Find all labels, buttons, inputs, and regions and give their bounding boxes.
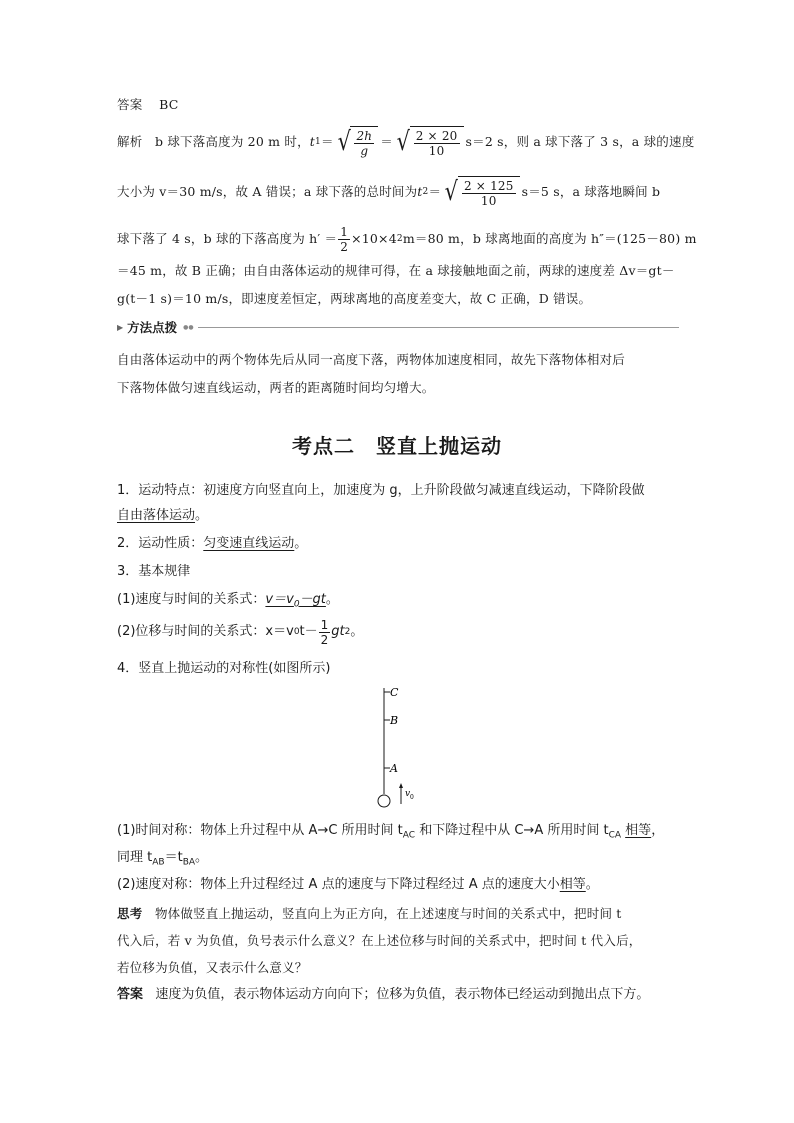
analysis-line-4: ＝45 m，故 B 正确；由自由落体运动的规律可得，在 a 球接触地面之前，两球的速度差 Δv＝gt－ [117,263,675,278]
item-1-cont: 自由落体运动。 [117,508,209,523]
item-2: 2．运动性质：匀变速直线运动。 [117,536,308,551]
analysis-text: m＝80 m，b 球离地面的高度为 h″＝(125－80) m [402,231,697,246]
fraction: $\frac{2 \times 20}{10}$ [415,128,458,158]
equals-sign: ＝ [320,134,334,149]
analysis-label: 解析 [117,134,143,149]
divider [198,327,679,328]
label-c: C [390,686,399,699]
analysis-text: ×10×4 [351,231,397,246]
label-a: A [390,762,398,775]
triangle-icon: ▶ [117,322,124,332]
analysis-text: b 球下落高度为 20 m 时， [154,134,310,149]
think-line-1: 思考 物体做竖直上抛运动，竖直向上为正方向，在上述速度与时间的关系式中，把时间 t [117,906,622,921]
symmetry-1-cont: 同理 $t_{AB}=t_{BA}$。 [117,850,209,868]
item-3-1: (1)速度与时间的关系式：$v=v_0-gt$。 [117,592,339,610]
analysis-text: s＝5 s，a 球落地瞬间 b [521,184,661,199]
sqrt-expression [443,176,519,208]
dots-icon: ●● [183,323,194,331]
arrow-head-icon [399,783,403,788]
label-v-sub: 0 [410,794,414,801]
vertical-throw-diagram [360,682,430,812]
analysis-line-2: 大小为 v＝30 m/s，故 A 错误；a 球下落的总时间为 t 2 ＝ √ $\frac{2 \times 125}{10}$ s＝5 s，a 球落地瞬间 b [117,177,661,208]
radical-sign: √ [444,177,459,207]
analysis-line-5: g(t－1 s)＝10 m/s，即速度差恒定，两球离地的高度差变大，故 C 正确，D 错误。 [117,291,592,306]
symbol-t: t [417,184,423,199]
underlined-answer: $v=v_0-gt$ [265,592,326,610]
radical-sign: √ [337,127,351,157]
think-label: 思考 [117,906,143,921]
method-tip-header [117,319,679,335]
analysis-text: 大小为 v＝30 m/s，故 A 错误；a 球下落的总时间为 [117,184,418,199]
symmetry-1: (1)时间对称：物体上升过程中从 A→C 所用时间 $t_{AC}$ 和下降过程中从 C→A 所用时间 $t_{CA}$ 相等， [117,823,665,841]
method-tip-title: 方法点拨 [127,320,178,335]
symmetry-2: (2)速度对称：物体上升过程经过 A 点的速度与下降过程经过 A 点的速度大小相等。 [117,877,599,892]
ball-icon [378,795,390,807]
answer-value: 速度为负值，表示物体运动方向向下；位移为负值，表示物体已经运动到抛出点下方。 [155,987,650,1002]
underlined-answer: 自由落体运动 [117,508,196,523]
label-b: B [390,714,399,727]
analysis-line-3: 球下落了 4 s，b 球的下落高度为 h′ ＝ $\frac{1}{2}$ ×10×4 2 m＝80 m，b 球离地面的高度为 h″＝(125－80) m [117,224,697,254]
fraction: $\frac{2h}{g}$ [356,128,373,158]
underlined-answer: 匀变速直线运动 [203,536,295,551]
item-3: 3．基本规律 [117,564,191,579]
underlined-answer: 相等 [625,823,652,838]
equals-sign: ＝ [380,134,393,149]
sqrt-expression [336,126,379,158]
sqrt-expression [395,126,464,158]
answer-label: 答案 [117,97,143,112]
item-1: 1．运动特点：初速度方向竖直向上，加速度为 g，上升阶段做匀减速直线运动，下降阶段做 [117,483,645,498]
section-title: 考点二 竖直上抛运动 [292,434,502,458]
fraction: $\frac{1}{2}$ [320,617,329,647]
answer-label: 答案 [117,987,144,1002]
analysis-line-1: 解析 b 球下落高度为 20 m 时， t 1 ＝ √ $\frac{2h}{g}$ ＝ √ $\frac{2 \times 20}{10}$ s＝2 s，则 a 球下落了 3 s，a 球的速度 [117,127,695,158]
analysis-text: 球下落了 4 s，b 球的下落高度为 h′ ＝ [117,231,338,246]
symbol-t: t [309,134,316,149]
label-v: v [405,789,411,799]
analysis-text: s＝2 s，则 a 球下落了 3 s，a 球的速度 [465,134,695,149]
answer-line-2 [117,986,679,1004]
fraction: $\frac{2 \times 125}{10}$ [463,178,514,208]
method-line-2: 下落物体做匀速直线运动，两者的距离随时间均匀增大。 [117,380,435,395]
underlined-answer: 相等 [559,877,586,892]
item-3-2: (2)位移与时间的关系式：x＝v 0 t－ $\frac{1}{2}$ gt 2 。 [117,617,364,647]
answer-value: BC [159,97,179,112]
equals-sign: ＝ [428,184,442,199]
method-line-1: 自由落体运动中的两个物体先后从同一高度下落，两物体加速度相同，故先下落物体相对后 [117,352,626,367]
fraction: $\frac{1}{2}$ [340,224,349,254]
radical-sign: √ [396,127,411,157]
think-line-3: 若位移为负值，又表示什么意义？ [117,960,308,975]
answer-line [117,96,679,114]
item-4: 4．竖直上抛运动的对称性(如图所示) [117,661,331,676]
think-line-2: 代入后，若 v 为负值，负号表示什么意义？在上述位移与时间的关系式中，把时间 t 代入后， [117,933,642,948]
